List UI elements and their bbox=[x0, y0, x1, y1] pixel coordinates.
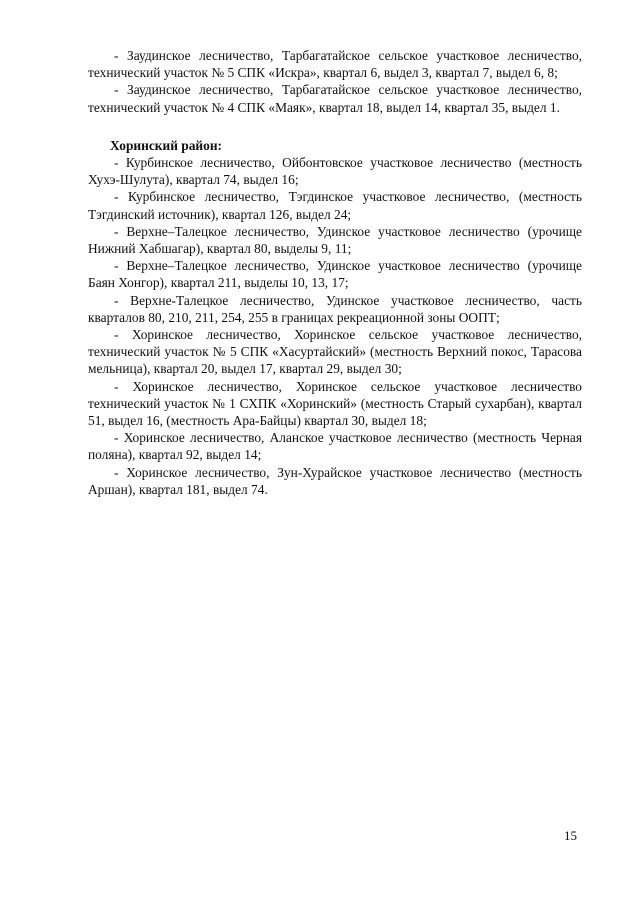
section-paragraph-3: - Верхне–Талецкое лесничество, Удинское участковое лесничество (урочище Нижний Хабшагар), квартал 80, выделы 9, 11; bbox=[88, 223, 582, 257]
intro-paragraph-2: - Заудинское лесничество, Тарбагатайское сельское участковое лесничество, технический участок № 4 СПК «Маяк», квартал 18, выдел 14, квартал 35, выдел 1. bbox=[88, 82, 582, 115]
page-number: 15 bbox=[564, 828, 577, 843]
section-paragraph-9: - Хоринское лесничество, Зун-Хурайское участковое лесничество (местность Аршан), квартал 181, выдел 74. bbox=[88, 464, 582, 497]
section-paragraph-2: - Курбинское лесничество, Тэгдинское участковое лесничество, (местность Тэгдинский источник), квартал 126, выдел 24; bbox=[88, 189, 582, 222]
section-paragraph-6: - Хоринское лесничество, Хоринское сельское участковое лесничество, технический участок № 5 СПК «Хасуртайский» (местность Верхний покос, Тарасова мельница), квартал 20, выдел 17, квартал 29, выдел 30; bbox=[88, 327, 582, 377]
document-body bbox=[88, 47, 582, 498]
section-paragraph-5: - Верхне-Талецкое лесничество, Удинское участковое лесничество, часть кварталов 80, 210, 211, 254, 255 в границах рекреационной зоны ООПТ; bbox=[88, 292, 582, 325]
section-heading: Хоринский район: bbox=[110, 137, 222, 153]
intro-paragraph-1: - Заудинское лесничество, Тарбагатайское сельское участковое лесничество, технический участок № 5 СПК «Искра», квартал 6, выдел 3, квартал 7, выдел 6, 8; bbox=[88, 48, 582, 81]
section-paragraph-4: - Верхне–Талецкое лесничество, Удинское участковое лесничество (урочище Баян Хонгор), квартал 211, выделы 10, 13, 17; bbox=[88, 258, 582, 291]
section-paragraph-8: - Хоринское лесничество, Аланское участковое лесничество (местность Черная поляна), квартал 92, выдел 14; bbox=[88, 430, 582, 463]
section-paragraph-1: - Курбинское лесничество, Ойбонтовское участковое лесничество (местность Хухэ-Шулута), квартал 74, выдел 16; bbox=[88, 155, 582, 188]
section-paragraph-7: - Хоринское лесничество, Хоринское сельское участковое лесничество технический участок № 1 СХПК «Хоринский» (местность Старый сухарбан), квартал 51, выдел 16, (местность Ара-Байцы) квартал 30, выдел 18; bbox=[88, 378, 582, 429]
